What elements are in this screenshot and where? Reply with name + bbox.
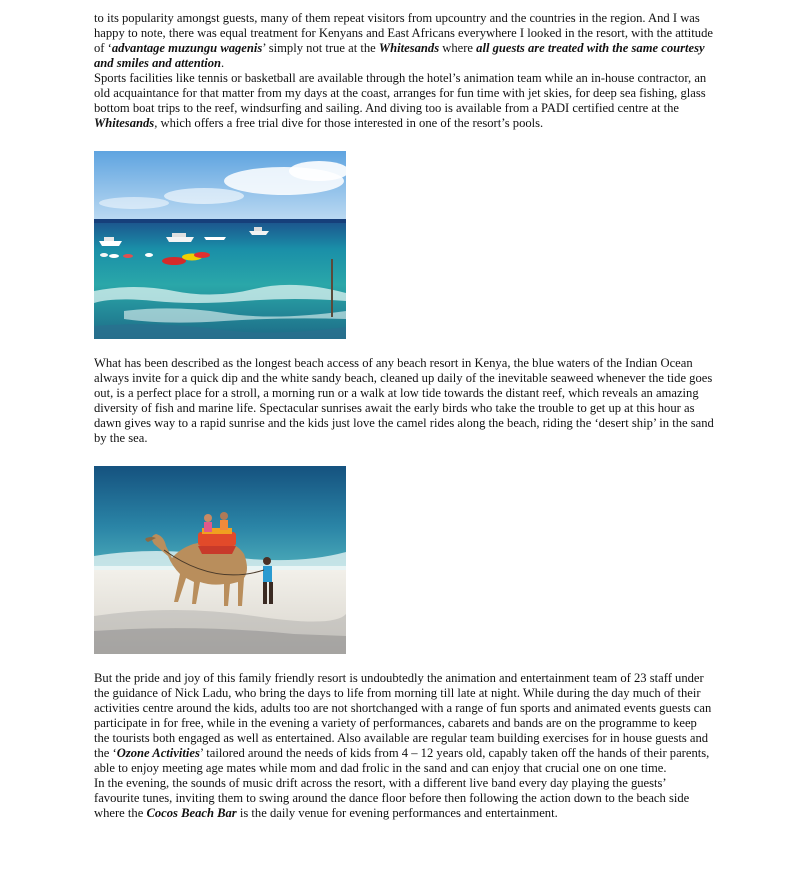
para1-emphasis-3: all guests are treated with the same courtesy and smiles and attention xyxy=(94,41,705,70)
ocean-boats-photo xyxy=(94,151,346,339)
para1-emphasis-1: advantage muzungu wagenis xyxy=(111,41,263,55)
para2-text-2: , which offers a free trial dive for those interested in one of the resort’s pools. xyxy=(154,116,544,130)
article-page xyxy=(94,11,714,821)
camel-ride-photo xyxy=(94,466,346,654)
para4-text-1: But the pride and joy of this family friendly resort is undoubtedly the animation and entertainment team of 23 staff under the guidance of Nick Ladu, who bring the days to life from morning till late at night. While during the day much of their activities centre around the kids, adults too are not shortchanged with a range of fun sports and animated events guests can participate in for free, while in the evening a variety of performances, cabarets and bands are on the programme to keep the tourists both engaged as well as entertained. Also available are regular team building exercises for in house guests and the ‘ xyxy=(94,671,712,760)
para4-emphasis-1: Ozone Activities xyxy=(116,746,200,760)
paragraph-equal-treatment xyxy=(94,11,714,71)
para1-text-2: ’ simply not true at the xyxy=(262,41,379,55)
paragraph-evening-music xyxy=(94,776,714,821)
para5-text-2: is the daily venue for evening performances and entertainment. xyxy=(236,806,558,820)
para5-emphasis-1: Cocos Beach Bar xyxy=(146,806,237,820)
para5-text-1: In the evening, the sounds of music drift across the resort, with a different live band every day playing the guests’ favourite tunes, inviting them to swing around the dance floor before then following the action down to the beach side where the xyxy=(94,776,690,820)
para1-emphasis-2: Whitesands xyxy=(378,41,440,55)
paragraph-animation-team xyxy=(94,671,714,776)
para2-text-1: Sports facilities like tennis or basketball are available through the hotel’s animation team while an in-house contractor, an old acquaintance for that matter from my days at the coast, arranges for fun time with jet skies, for deep sea fishing, glass bottom boat trips to the reef, windsurfing and sailing. And diving too is available from a PADI certified centre at the xyxy=(94,71,707,115)
para1-text-4: . xyxy=(221,56,225,70)
para1-text-3: where xyxy=(439,41,477,55)
paragraph-beach-access: What has been described as the longest beach access of any beach resort in Kenya, the blue waters of the Indian Ocean always invite for a quick dip and the white sandy beach, cleaned up daily of the inevitable seaweed whenever the tide goes out, is a perfect place for a stroll, a morning run or a walk at low tide towards the distant reef, which reveals an amazing diversity of fish and marine life. Spectacular sunrises await the early birds who take the trouble to get up at this hour as dawn gives way to a rapid sunrise and the kids just love the camel rides along the beach, riding the ‘desert ship’ in the sand by the sea. xyxy=(94,356,714,445)
para1-text-1: to its popularity amongst guests, many of them repeat visitors from upcountry and the countries in the region. And I was happy to note, there was equal treatment for Kenyans and East Africans everywhere I looked in the resort, with the attitude of ‘ xyxy=(94,11,713,55)
para2-emphasis-1: Whitesands xyxy=(94,116,155,130)
paragraph-sports-facilities xyxy=(94,71,714,131)
para4-text-2: ’ tailored around the needs of kids from 4 – 12 years old, capably taken off the hands of their parents, able to enjoy meeting age mates while mom and dad frolic in the sand and can enjoy that crucial one on one time. xyxy=(94,746,710,775)
